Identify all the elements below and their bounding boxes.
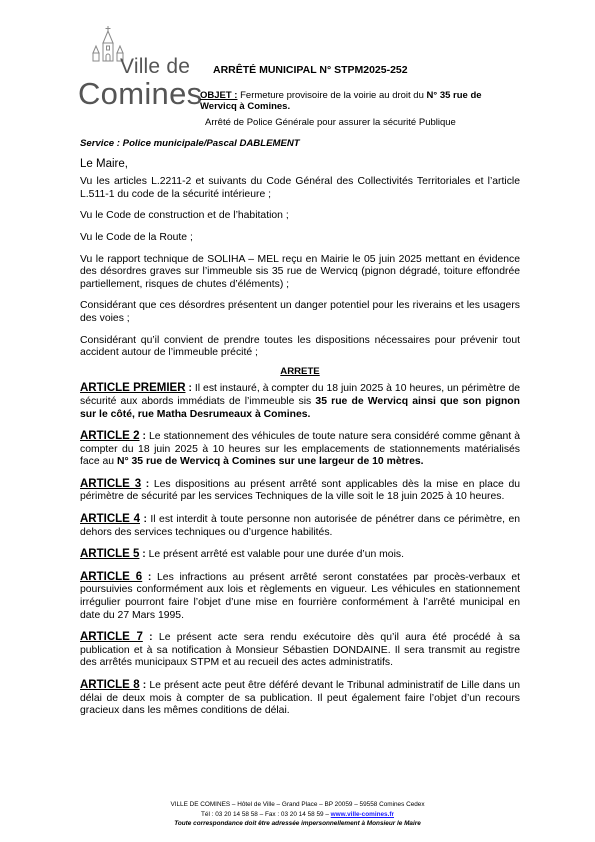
document-title: ARRÊTÉ MUNICIPAL N° STPM2025-252 [213, 64, 408, 76]
article-2: ARTICLE 2 : Le stationnement des véhicules de toute nature sera considéré comme gênant à compter du 18 juin 2025 à 10 heures sur les emplacements de stationnements matérialisés face au N° 35 rue de Wervicq à Comines sur une largeur de 10 mètres. [80, 430, 521, 468]
article-8: ARTICLE 8 : Le présent acte peut être déféré devant le Tribunal administratif de Lille dans un délai de deux mois à compter de sa publication. Il peut également faire l’objet d’un recours gracieux dans les mêmes conditions de délai. [80, 679, 520, 717]
objet-text-b: N° 35 rue de Wervicq à Comines. [200, 90, 482, 112]
le-maire: Le Maire, [80, 157, 128, 170]
article-6: ARTICLE 6 : Les infractions au présent arrêté seront constatées par procès-verbaux et poursuivies conformément aux lois et règlements en vigueur. Les véhicules en stationnement irrégulier pourront faire l’objet d’une mise en fourrière conformément à l’arrêté municipal en date du 27 Mars 1995. [80, 570, 520, 621]
article-5: ARTICLE 5 : Le présent arrêté est valable pour une durée d’un mois. [80, 548, 404, 561]
article-label: ARTICLE 8 [80, 679, 140, 691]
footer-address: VILLE DE COMINES – Hôtel de Ville – Grand Place – BP 20059 – 59558 Comines Cedex [170, 801, 425, 808]
vu-paragraph-3: Vu le Code de la Route ; [80, 231, 193, 243]
article-label: ARTICLE 5 [80, 548, 140, 561]
website-link[interactable]: www.ville-comines.fr [330, 810, 395, 818]
logo-comines-text: Comines [78, 76, 203, 111]
article-label: ARTICLE PREMIER [80, 382, 186, 395]
service-line: Service : Police municipale/Pascal DABLEMENT [80, 138, 300, 149]
article-label: ARTICLE 6 [80, 570, 143, 583]
article-3: ARTICLE 3 : Les dispositions au présent arrêté sont applicables dès la mise en place du périmètre de sécurité par les services Techniques de la ville soit le 18 juin 2025 à 10 heures. [80, 477, 521, 503]
arrete-heading: ARRETE [280, 365, 320, 377]
police-generale-line: Arrêté de Police Générale pour assurer la sécurité Publique [205, 117, 456, 128]
objet-text-a: Fermeture provisoire de la voirie au droit du [237, 90, 427, 101]
article-label: ARTICLE 3 [80, 477, 142, 490]
footer-note: Toute correspondance doit être adressée impersonnellement à Monsieur le Maire [174, 820, 421, 828]
footer-contact: Tél : 03 20 14 58 58 – Fax : 03 20 14 58 59 – www.ville-comines.fr [200, 810, 395, 818]
article-7: ARTICLE 7 : Le présent acte sera rendu exécutoire dès qu’il aura été procédé à sa publication et à sa notification à Monsieur Sébastien DONDAINE. Il sera transmit au registre des arrêtés municipaux STPM et au recueil des actes administratifs. [80, 631, 520, 669]
document-body [80, 138, 520, 727]
objet-block [200, 90, 500, 112]
page-footer [0, 800, 595, 829]
objet-label: OBJET : [200, 90, 238, 101]
city-logo [78, 26, 203, 111]
article-label: ARTICLE 7 [80, 631, 143, 644]
vu-paragraph-1: Vu les articles L.2211-2 et suivants du Code Général des Collectivités Territoriales et l’article L.511-1 du code de la sécurité intérieure ; [80, 176, 520, 200]
vu-paragraph-2: Vu le Code de construction et de l’habitation ; [80, 210, 289, 222]
article-4: ARTICLE 4 : Il est interdit à toute personne non autorisée de pénétrer dans ce périmètre, en dehors des services techniques ou d’urgence habilités. [80, 513, 521, 538]
logo-ville-text: Ville de [120, 55, 191, 78]
article-label: ARTICLE 2 [80, 430, 140, 443]
considerant-paragraph-1: Considérant que ces désordres présentent un danger potentiel pour les riverains et les usagers des voies ; [80, 300, 520, 324]
article-label: ARTICLE 4 [80, 513, 140, 526]
considerant-paragraph-2: Considérant qu’il convient de prendre toutes les dispositions nécessaires pour prévenir tout accident autour de l’immeuble précité ; [80, 334, 520, 359]
vu-paragraph-4: Vu le rapport technique de SOLIHA – MEL reçu en Mairie le 05 juin 2025 mettant en évidence des désordres graves sur l’immeuble sis 35 rue de Wervicq (pignon dégradé, toiture effondrée partiellement, risques de chutes d’éléments) ; [80, 253, 520, 290]
article-1: ARTICLE PREMIER : Il est instauré, à compter du 18 juin 2025 à 10 heures, un périmètre de sécurité aux abords immédiats de l’immeuble sis 35 rue de Wervicq ainsi que son pignon sur le côté, rue Matha Desrumeaux à Comines. [80, 382, 520, 420]
